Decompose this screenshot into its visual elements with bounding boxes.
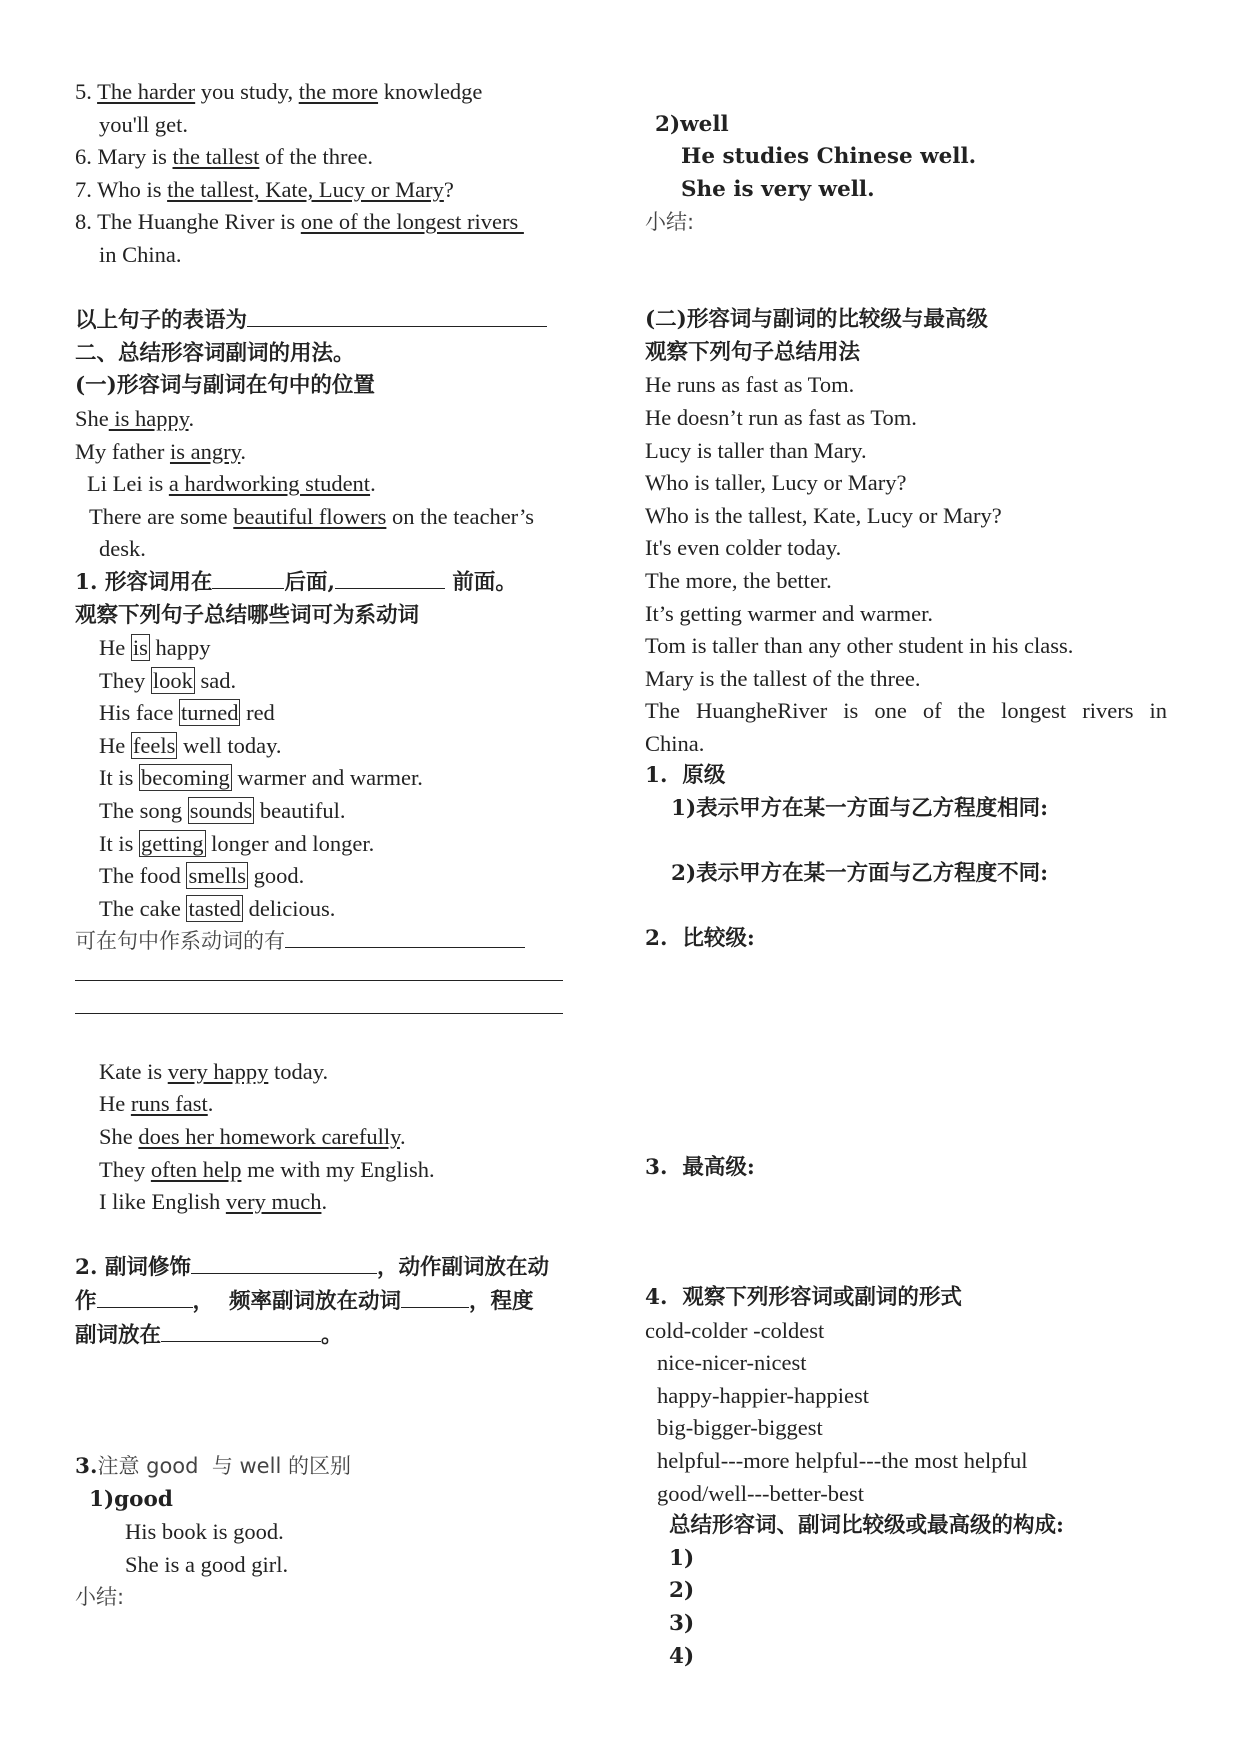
sentence-text: delicious. (242, 895, 336, 921)
forms-heading: 4. 观察下列形容词或副词的形式 (645, 1284, 962, 1310)
sentence-text: warmer and warmer. (231, 765, 423, 791)
linking-verb-example (75, 730, 595, 763)
answer-blank[interactable] (75, 991, 563, 1014)
answer-blank[interactable] (285, 925, 525, 948)
linking-verb-question: 观察下列句子总结哪些词可为系动词 (75, 602, 420, 628)
comparison-sentence: Tom is taller than any other student in his class. (645, 633, 1074, 659)
rule-2-line-2: 作 ， 频率副词放在动词 ，程度 (75, 1285, 595, 1319)
sentence-8: 8. The Huanghe River is one of the longest rivers (75, 209, 524, 235)
linking-verb-example (75, 828, 595, 861)
sentence-text: The food (99, 863, 187, 889)
form-example: big-bigger-biggest (657, 1415, 823, 1441)
rule-2-line-1: 2. 副词修饰 ，动作副词放在动 (75, 1251, 595, 1285)
linking-verb-example (75, 632, 595, 665)
boxed-verb: becoming (141, 765, 230, 791)
linking-verb-answer: 可在句中作系动词的有 (75, 925, 595, 958)
answer-blank[interactable] (75, 958, 563, 981)
forms-list (645, 1315, 1175, 1511)
huanghe-sentence-cont: China. (645, 730, 705, 756)
sentence-text: He (99, 732, 131, 758)
sentence-8-cont: in China. (99, 241, 182, 267)
adverb-example-3: She does her homework carefully. (99, 1124, 406, 1149)
comparison-sentence: It's even colder today. (645, 535, 842, 561)
boxed-verb: look (152, 667, 193, 693)
example-3: Li Lei is a hardworking student. (87, 471, 376, 497)
observe-instruction: 观察下列句子总结用法 (645, 339, 861, 365)
comparison-sentence: He runs as fast as Tom. (645, 372, 855, 398)
well-example-1: He studies Chinese well. (681, 144, 977, 170)
sentence-text: It is (99, 830, 140, 856)
linking-verb-example (75, 893, 595, 926)
example-4-cont: desk. (99, 536, 146, 562)
forms-summary: 总结形容词、副词比较级或最高级的构成: (669, 1513, 1064, 1539)
form-example: happy-happier-happiest (657, 1382, 869, 1408)
linking-verb-example (75, 762, 595, 795)
answer-blank[interactable] (401, 1285, 469, 1308)
sentence-text: longer and longer. (205, 830, 375, 856)
boxed-verb: tasted (188, 895, 241, 921)
sentence-text: The song (99, 798, 188, 824)
sentence-text: good. (248, 863, 305, 889)
comparison-sentence: He doesn’t run as fast as Tom. (645, 404, 917, 430)
summary-item: 3) (669, 1610, 695, 1636)
boxed-verb: is (132, 635, 148, 661)
sentence-text: They (99, 667, 151, 693)
comparison-sentences (645, 369, 1175, 695)
linking-verb-example (75, 860, 595, 893)
predicate-question: 以上句子的表语为 (75, 304, 595, 338)
boxed-verb: getting (141, 830, 204, 856)
answer-blank[interactable] (161, 1319, 321, 1342)
comparison-sentence: Mary is the tallest of the three. (645, 665, 921, 691)
answer-blank[interactable] (191, 1251, 377, 1274)
good-example-2: She is a good girl. (125, 1551, 289, 1577)
right-column (645, 76, 1175, 1673)
sentence-text: The cake (99, 895, 187, 921)
rule-2-line-3: 副词放在 。 (75, 1319, 595, 1353)
form-example: good/well---better-best (657, 1480, 864, 1506)
sentence-text: sad. (194, 667, 237, 693)
form-example: nice-nicer-nicest (657, 1350, 807, 1376)
boxed-verb: sounds (189, 798, 253, 824)
answer-blank[interactable] (335, 566, 445, 589)
answer-blank[interactable] (212, 566, 284, 589)
boxed-verb: smells (188, 863, 246, 889)
example-1: She is happy. (75, 405, 195, 431)
example-4: There are some beautiful flowers on the teacher’s (89, 503, 535, 529)
subsection-2-title: (二)形容词与副词的比较级与最高级 (645, 307, 988, 333)
positive-rule-2: 2)表示甲方在某一方面与乙方程度不同: (671, 861, 1049, 887)
comparison-sentence: It’s getting warmer and warmer. (645, 600, 934, 626)
summary-items (645, 1543, 1175, 1673)
positive-heading: 1. 原级 (645, 763, 726, 789)
rule-1: 1. 形容词用在 后面, 前面。 (75, 566, 595, 600)
summary-item: 1) (669, 1545, 695, 1571)
sentence-text: red (240, 700, 275, 726)
summary-label: 小结: (75, 1585, 125, 1610)
sentence-text: It is (99, 765, 140, 791)
positive-rule-1: 1)表示甲方在某一方面与乙方程度相同: (671, 796, 1049, 822)
sentence-5-cont: you'll get. (99, 111, 189, 137)
subsection-1-title: (一)形容词与副词在句中的位置 (75, 373, 375, 399)
adverb-example-1: Kate is very happy today. (99, 1058, 329, 1084)
huanghe-sentence: The HuangheRiver is one of the longest rivers in (645, 698, 1167, 724)
well-heading: 2)well (655, 111, 729, 137)
form-example: cold-colder -coldest (645, 1317, 825, 1343)
form-example: helpful---more helpful---the most helpful (657, 1447, 1028, 1473)
comparison-sentence: Who is taller, Lucy or Mary? (645, 470, 907, 496)
comparison-sentence: Lucy is taller than Mary. (645, 437, 867, 463)
comparative-heading: 2. 比较级: (645, 926, 755, 952)
summary-item: 4) (669, 1643, 695, 1669)
superlative-heading: 3. 最高级: (645, 1154, 755, 1180)
boxed-verb: turned (180, 700, 239, 726)
summary-item: 2) (669, 1578, 695, 1604)
good-heading: 1)good (89, 1486, 173, 1512)
sentence-5: 5. The harder you study, the more knowledge (75, 79, 483, 104)
linking-verb-example (75, 697, 595, 730)
sentence-text: beautiful. (254, 798, 346, 824)
linking-verb-example (75, 665, 595, 698)
boxed-verb: feels (132, 732, 176, 758)
sentence-7: 7. Who is the tallest, Kate, Lucy or Mary? (75, 176, 454, 202)
example-2: My father is angry. (75, 438, 246, 464)
sentence-6: 6. Mary is the tallest of the three. (75, 144, 374, 170)
comparison-sentence: The more, the better. (645, 567, 832, 593)
linking-verb-example (75, 795, 595, 828)
adverb-example-5: I like English very much. (99, 1189, 328, 1215)
sentence-text: He (99, 635, 131, 661)
sentence-text: well today. (177, 732, 282, 758)
answer-blank[interactable] (97, 1285, 193, 1308)
linking-verb-examples (75, 632, 595, 925)
answer-blank[interactable] (247, 304, 547, 327)
well-example-2: She is very well. (681, 176, 875, 202)
comparison-sentence: Who is the tallest, Kate, Lucy or Mary? (645, 502, 1002, 528)
summary-label: 小结: (645, 210, 695, 235)
good-example-1: His book is good. (125, 1519, 284, 1545)
adverb-example-2: He runs fast. (99, 1091, 214, 1117)
section-2-title: 二、总结形容词副词的用法。 (75, 340, 355, 366)
good-well-heading: 3.注意 good 与 well 的区别 (75, 1453, 351, 1479)
adverb-example-4: They often help me with my English. (99, 1156, 435, 1182)
sentence-text: happy (149, 635, 211, 661)
sentence-text: His face (99, 700, 179, 726)
left-column (75, 76, 595, 1614)
